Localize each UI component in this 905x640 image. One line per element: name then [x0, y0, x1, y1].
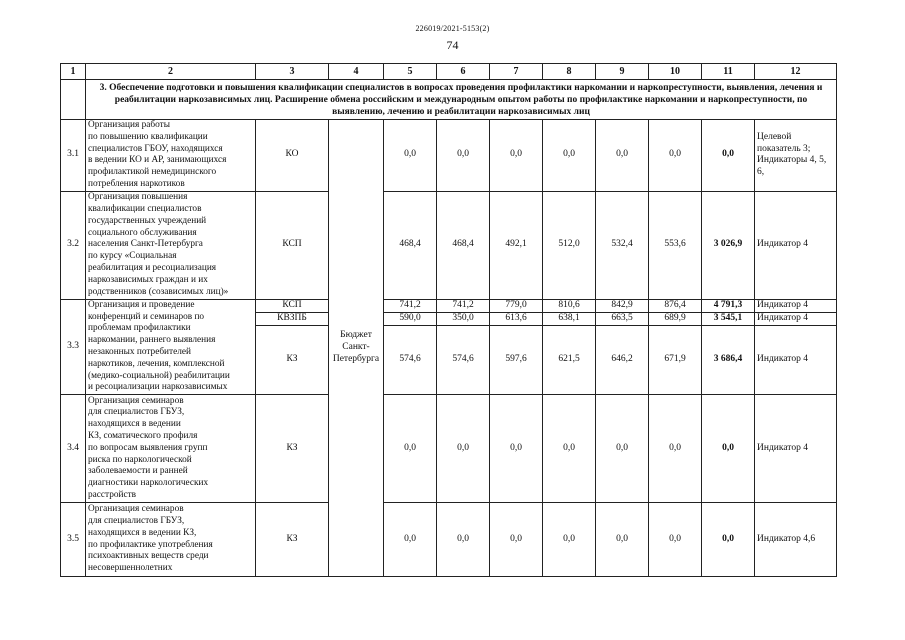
section-row: [61, 80, 837, 120]
executor: КЗ: [256, 395, 329, 503]
executor: КЗ: [256, 503, 329, 577]
column-header: 5: [384, 64, 437, 80]
value-cell: 638,1: [543, 312, 596, 325]
column-header: 7: [490, 64, 543, 80]
value-cell: 597,6: [490, 326, 543, 395]
value-cell: 842,9: [596, 299, 649, 312]
executor: КО: [256, 120, 329, 192]
value-cell: 0,0: [490, 503, 543, 577]
value-cell: 553,6: [649, 191, 702, 299]
table-row: [61, 120, 837, 192]
value-cell: 0,0: [543, 395, 596, 503]
value-cell: 0,0: [596, 503, 649, 577]
value-cell: 468,4: [437, 191, 490, 299]
total-cell: 0,0: [702, 503, 755, 577]
value-cell: 876,4: [649, 299, 702, 312]
value-cell: 741,2: [437, 299, 490, 312]
value-cell: 468,4: [384, 191, 437, 299]
value-cell: 0,0: [384, 395, 437, 503]
value-cell: 532,4: [596, 191, 649, 299]
column-header: 6: [437, 64, 490, 80]
indicator-cell: Индикатор 4: [755, 312, 837, 325]
indicator-cell: Целевой показатель 3; Индикаторы 4, 5, 6,: [755, 120, 837, 192]
value-cell: 0,0: [649, 503, 702, 577]
value-cell: 0,0: [490, 395, 543, 503]
column-header: 12: [755, 64, 837, 80]
activity-name: Организация семинаров для специалистов ГБУЗ, находящихся в ведении КЗ, по профилактике употребления психоактивных веществ среди несовершеннолетних: [86, 503, 256, 577]
value-cell: 810,6: [543, 299, 596, 312]
column-header: 1: [61, 64, 86, 80]
column-header: 11: [702, 64, 755, 80]
value-cell: 0,0: [649, 120, 702, 192]
row-number: 3.1: [61, 120, 86, 192]
value-cell: 512,0: [543, 191, 596, 299]
funding-source: Бюджет Санкт-Петербурга: [329, 120, 384, 577]
value-cell: 0,0: [384, 120, 437, 192]
executor: КВЗПБ: [256, 312, 329, 325]
executor: КЗ: [256, 326, 329, 395]
activity-name: Организация работы по повышению квалификации специалистов ГБОУ, находящихся в ведении КО и АР, занимающихся профилактикой немедицинского потребления наркотиков: [86, 120, 256, 192]
value-cell: 0,0: [437, 120, 490, 192]
indicator-cell: Индикатор 4: [755, 299, 837, 312]
value-cell: 689,9: [649, 312, 702, 325]
value-cell: 590,0: [384, 312, 437, 325]
value-cell: 0,0: [543, 503, 596, 577]
table-row: [61, 191, 837, 299]
total-cell: 0,0: [702, 120, 755, 192]
value-cell: 0,0: [384, 503, 437, 577]
value-cell: 613,6: [490, 312, 543, 325]
value-cell: 492,1: [490, 191, 543, 299]
value-cell: 741,2: [384, 299, 437, 312]
total-cell: 0,0: [702, 395, 755, 503]
value-cell: 0,0: [490, 120, 543, 192]
column-number-row: [61, 64, 837, 80]
row-number: 3.3: [61, 299, 86, 394]
activity-name: Организация и проведение конференций и семинаров по проблемам профилактики наркомании, раннего выявления незаконных потребителей наркотиков, лечения, комплексной (медико-социальной) реабилитации и ресоциализации наркозависимых: [86, 299, 256, 394]
table-row: [61, 395, 837, 503]
value-cell: 0,0: [543, 120, 596, 192]
column-header: 2: [86, 64, 256, 80]
value-cell: 671,9: [649, 326, 702, 395]
value-cell: 574,6: [384, 326, 437, 395]
column-header: 3: [256, 64, 329, 80]
document-id: 226019/2021-5153(2): [415, 24, 490, 33]
table-row: [61, 503, 837, 577]
value-cell: 779,0: [490, 299, 543, 312]
activity-name: Организация семинаров для специалистов ГБУЗ, находящихся в ведении КЗ, соматического профиля по вопросам выявления групп риска по наркологической заболеваемости и ранней диагностики наркологических расстройств: [86, 395, 256, 503]
column-header: 8: [543, 64, 596, 80]
row-number: 3.4: [61, 395, 86, 503]
total-cell: 3 686,4: [702, 326, 755, 395]
value-cell: 0,0: [437, 395, 490, 503]
page-number: 74: [446, 38, 459, 52]
row-number: 3.2: [61, 191, 86, 299]
section-title: 3. Обеспечение подготовки и повышения квалификации специалистов в вопросах проведения профилактики наркомании и наркопреступности, выявления, лечения и реабилитации наркозависимых лиц. Расширение обмена российским и международным опытом работы по профилактике наркомании и наркопреступности, по выявлению, лечению и реабилитации наркозависимых лиц: [86, 80, 837, 120]
indicator-cell: Индикатор 4: [755, 191, 837, 299]
value-cell: 663,5: [596, 312, 649, 325]
column-header: 9: [596, 64, 649, 80]
value-cell: 621,5: [543, 326, 596, 395]
indicator-cell: Индикатор 4,6: [755, 503, 837, 577]
value-cell: 0,0: [596, 395, 649, 503]
table-row: [61, 299, 837, 312]
value-cell: 0,0: [437, 503, 490, 577]
row-number: 3.5: [61, 503, 86, 577]
total-cell: 4 791,3: [702, 299, 755, 312]
executor: КСП: [256, 191, 329, 299]
value-cell: 0,0: [596, 120, 649, 192]
indicator-cell: Индикатор 4: [755, 395, 837, 503]
value-cell: 350,0: [437, 312, 490, 325]
column-header: 10: [649, 64, 702, 80]
value-cell: 646,2: [596, 326, 649, 395]
value-cell: 0,0: [649, 395, 702, 503]
executor: КСП: [256, 299, 329, 312]
column-header: 4: [329, 64, 384, 80]
activity-name: Организация повышения квалификации специалистов государственных учреждений социального обслуживания населения Санкт-Петербурга по курсу «Социальная реабилитация и ресоциализация наркозависимых граждан и их родственников (созависимых лиц)»: [86, 191, 256, 299]
total-cell: 3 545,1: [702, 312, 755, 325]
value-cell: 574,6: [437, 326, 490, 395]
indicator-cell: Индикатор 4: [755, 326, 837, 395]
program-table: [60, 63, 837, 577]
total-cell: 3 026,9: [702, 191, 755, 299]
